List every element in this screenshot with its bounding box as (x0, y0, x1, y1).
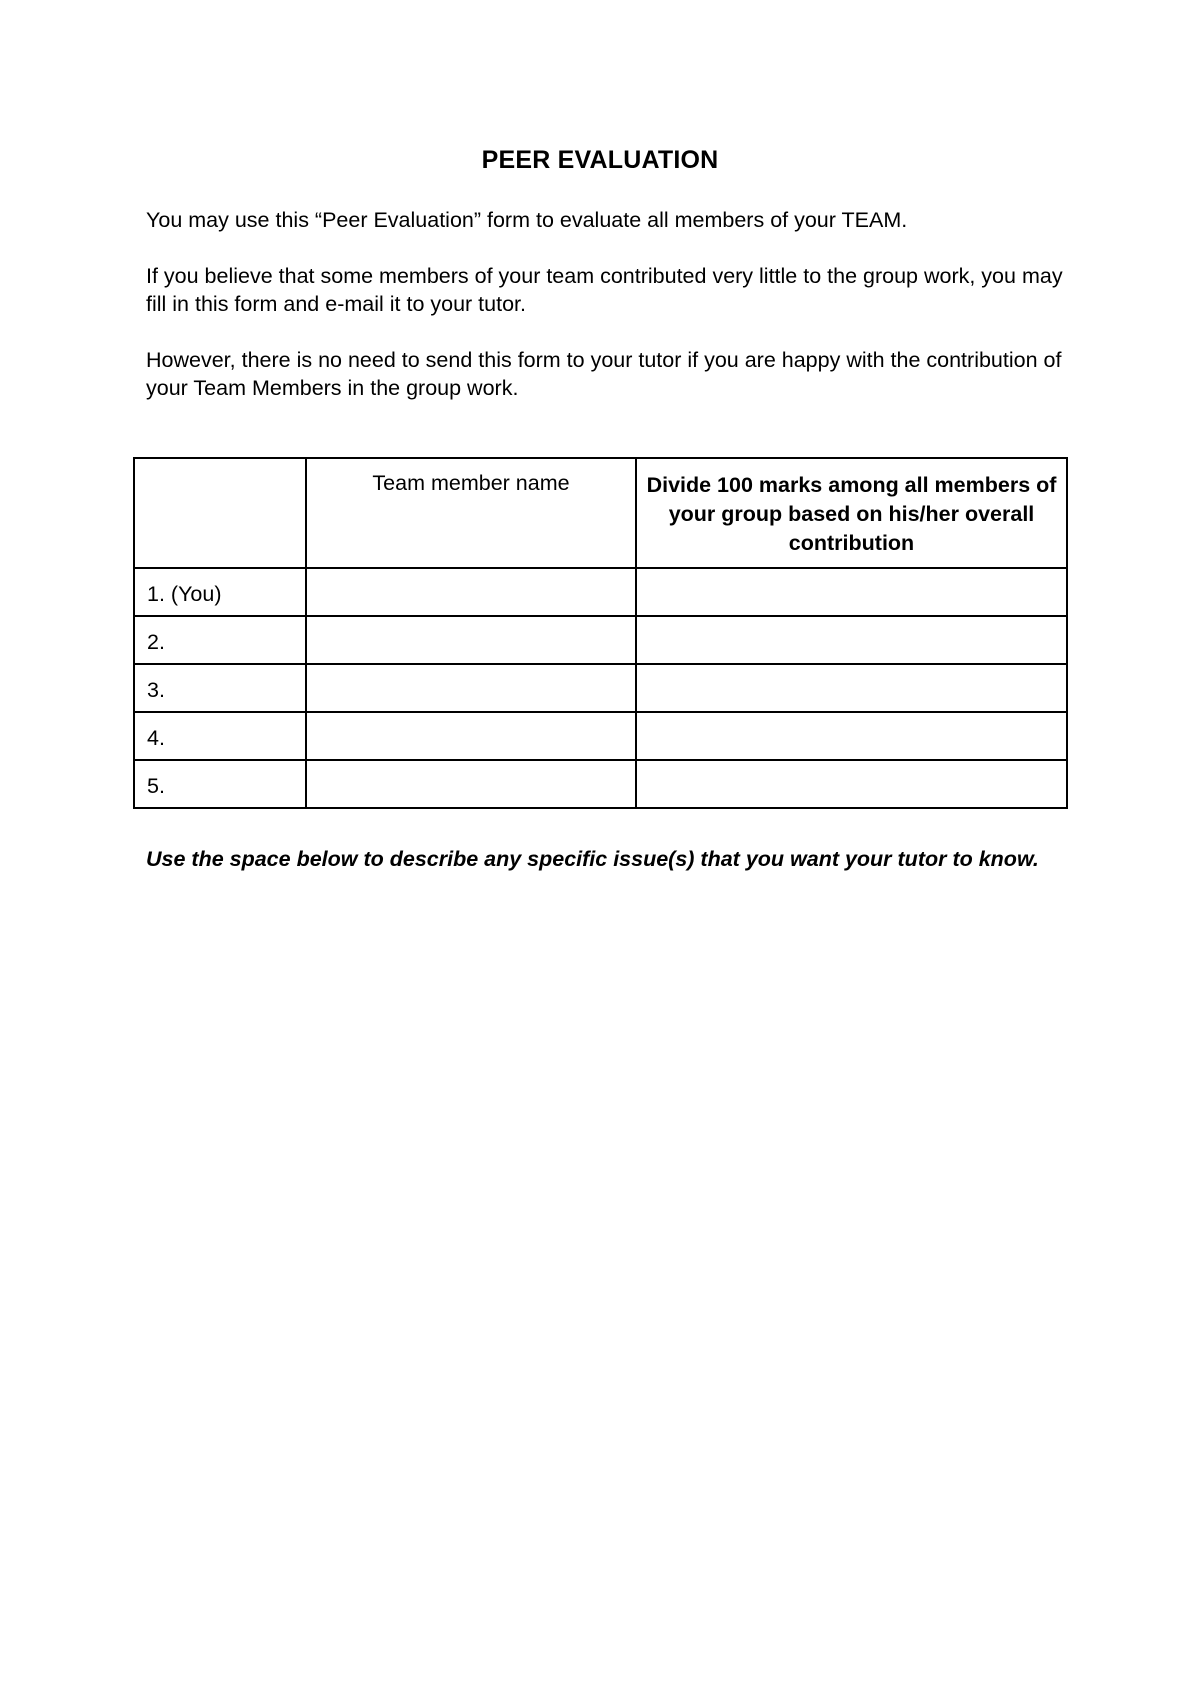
instructions-paragraph: If you believe that some members of your team contributed very little to the group work, you may fill in this form and e-mail it to your tutor. (146, 264, 1063, 316)
table-row (134, 568, 1067, 616)
marks-cell[interactable] (636, 568, 1067, 616)
row-label: 5. (134, 760, 306, 808)
marks-cell[interactable] (636, 616, 1067, 664)
table-row (134, 616, 1067, 664)
table-header-row (134, 458, 1067, 568)
member-name-cell[interactable] (306, 712, 636, 760)
row-label: 2. (134, 616, 306, 664)
member-name-cell[interactable] (306, 664, 636, 712)
header-cell-blank (134, 458, 306, 568)
row-label: 4. (134, 712, 306, 760)
header-cell-marks: Divide 100 marks among all members of your group based on his/her overall contribution (636, 458, 1067, 568)
page-title: PEER EVALUATION (481, 146, 719, 174)
row-label: 1. (You) (134, 568, 306, 616)
intro-paragraph: You may use this “Peer Evaluation” form to evaluate all members of your TEAM. (146, 208, 908, 232)
table-row (134, 712, 1067, 760)
peer-evaluation-table (133, 457, 1068, 809)
member-name-cell[interactable] (306, 760, 636, 808)
marks-cell[interactable] (636, 760, 1067, 808)
row-label: 3. (134, 664, 306, 712)
member-name-cell[interactable] (306, 616, 636, 664)
header-cell-member-name: Team member name (306, 458, 636, 568)
table-row (134, 760, 1067, 808)
member-name-cell[interactable] (306, 568, 636, 616)
marks-cell[interactable] (636, 712, 1067, 760)
note-paragraph: However, there is no need to send this form to your tutor if you are happy with the contribution of your Team Members in the group work. (146, 348, 1062, 400)
marks-cell[interactable] (636, 664, 1067, 712)
table-row (134, 664, 1067, 712)
issues-instruction: Use the space below to describe any specific issue(s) that you want your tutor to know. (146, 847, 1039, 871)
